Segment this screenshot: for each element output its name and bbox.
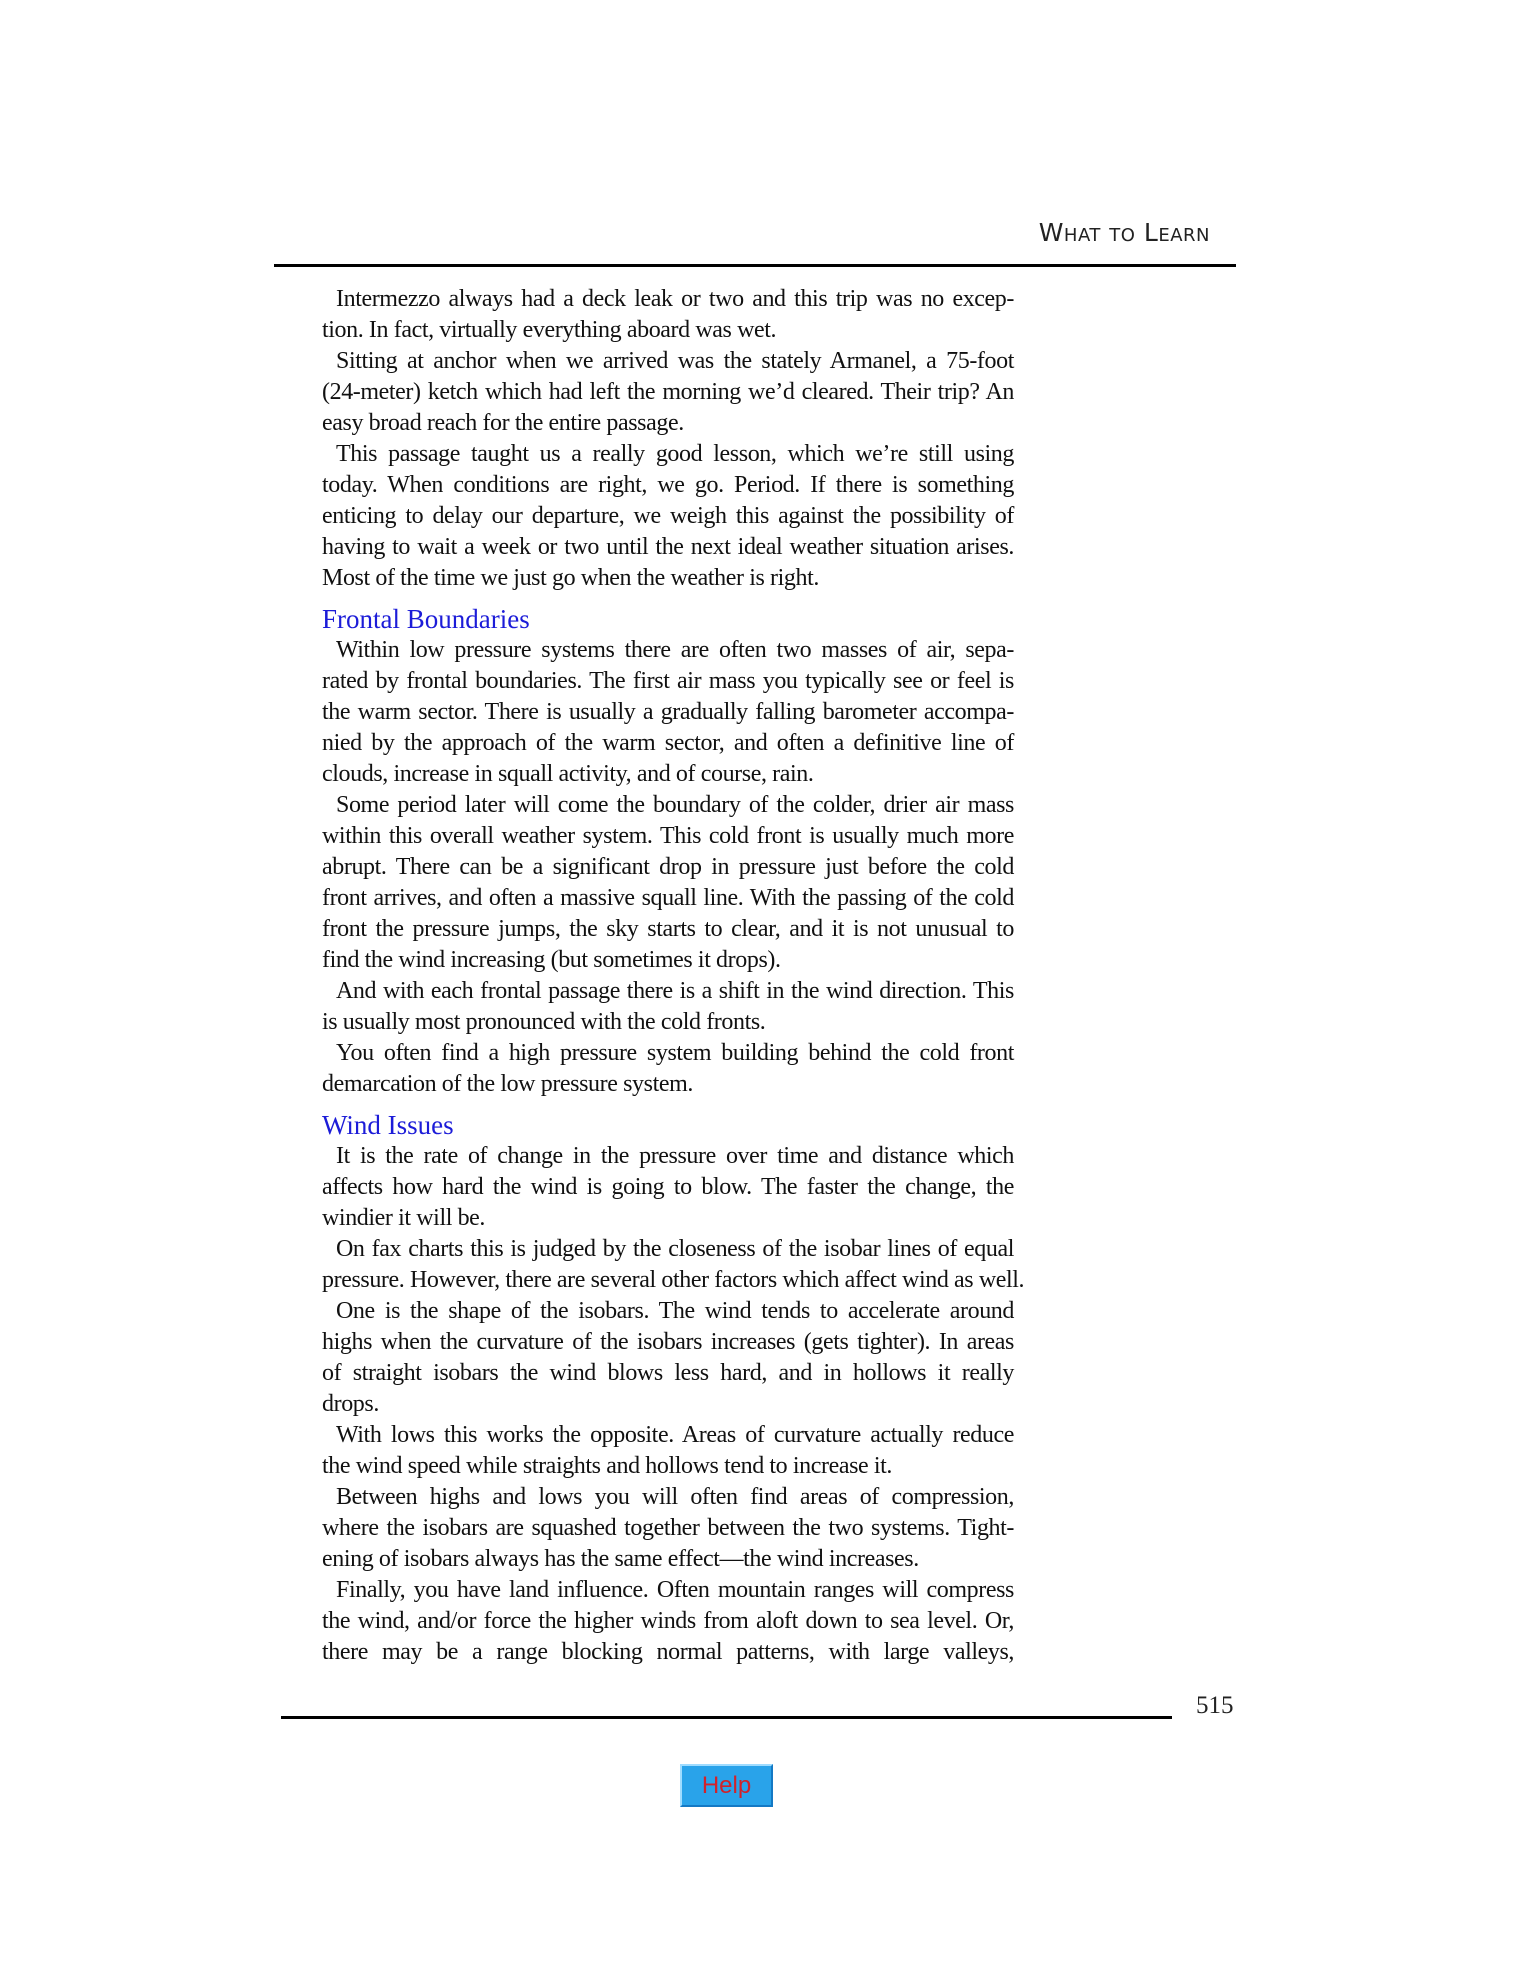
text-line: the warm sector. There is usually a gradually falling barometer accompa- xyxy=(322,699,1014,725)
paragraph xyxy=(322,1141,1014,1234)
text-line: nied by the approach of the warm sector, and often a definitive line of xyxy=(322,730,1014,756)
text-line: (24-meter) ketch which had left the morning we’d cleared. Their trip? An xyxy=(322,379,1014,405)
paragraph xyxy=(322,1234,1025,1296)
text-line: highs when the curvature of the isobars increases (gets tighter). In areas xyxy=(322,1329,1014,1355)
text-line: tion. In fact, virtually everything aboard was wet. xyxy=(322,317,777,343)
text-line: It is the rate of change in the pressure over time and distance which xyxy=(336,1143,1014,1169)
text-line: And with each frontal passage there is a shift in the wind direction. This xyxy=(336,978,1014,1004)
paragraph xyxy=(322,790,1014,976)
text-line: Within low pressure systems there are often two masses of air, sepa- xyxy=(336,637,1014,663)
text-line: Some period later will come the boundary of the colder, drier air mass xyxy=(336,792,1014,818)
text-line: find the wind increasing (but sometimes it drops). xyxy=(322,947,781,973)
text-line: pressure. However, there are several other factors which affect wind as well. xyxy=(322,1267,1025,1293)
text-line: On fax charts this is judged by the closeness of the isobar lines of equal xyxy=(336,1236,1014,1262)
text-line: Finally, you have land influence. Often mountain ranges will compress xyxy=(336,1577,1014,1603)
paragraph xyxy=(322,439,1014,594)
text-line: Intermezzo always had a deck leak or two and this trip was no excep- xyxy=(336,286,1014,312)
text-line: front arrives, and often a massive squall line. With the passing of the cold xyxy=(322,885,1014,911)
text-line: within this overall weather system. This cold front is usually much more xyxy=(322,823,1014,849)
text-line: the wind speed while straights and hollows tend to increase it. xyxy=(322,1453,893,1479)
page-body xyxy=(322,284,1025,1668)
text-line: windier it will be. xyxy=(322,1205,486,1231)
text-line: today. When conditions are right, we go. Period. If there is something xyxy=(322,472,1014,498)
page-number: 515 xyxy=(1196,1692,1234,1719)
paragraph xyxy=(322,976,1014,1038)
text-line: the wind, and/or force the higher winds from aloft down to sea level. Or, xyxy=(322,1608,1014,1634)
paragraph xyxy=(322,1482,1014,1575)
text-line: there may be a range blocking normal patterns, with large valleys, xyxy=(322,1639,1014,1665)
text-line: demarcation of the low pressure system. xyxy=(322,1071,693,1097)
paragraph xyxy=(322,1038,1014,1100)
text-line: front the pressure jumps, the sky starts to clear, and it is not unusual to xyxy=(322,916,1014,942)
text-line: Sitting at anchor when we arrived was the stately Armanel, a 75-foot xyxy=(336,348,1014,374)
text-line: One is the shape of the isobars. The wind tends to accelerate around xyxy=(336,1298,1014,1324)
paragraph xyxy=(322,1575,1014,1668)
text-line: rated by frontal boundaries. The first air mass you typically see or feel is xyxy=(322,668,1014,694)
text-line: where the isobars are squashed together between the two systems. Tight- xyxy=(322,1515,1014,1541)
paragraph xyxy=(322,1296,1014,1420)
text-line: ening of isobars always has the same effect—the wind increases. xyxy=(322,1546,919,1572)
text-line: affects how hard the wind is going to blow. The faster the change, the xyxy=(322,1174,1014,1200)
text-line: drops. xyxy=(322,1391,379,1417)
section-heading: Frontal Boundaries xyxy=(322,604,530,634)
text-line: easy broad reach for the entire passage. xyxy=(322,410,684,436)
text-line: having to wait a week or two until the next ideal weather situation arises. xyxy=(322,534,1014,560)
paragraph xyxy=(322,1420,1014,1482)
paragraph xyxy=(322,635,1014,790)
text-line: With lows this works the opposite. Areas of curvature actually reduce xyxy=(336,1422,1014,1448)
text-line: enticing to delay our departure, we weigh this against the possibility of xyxy=(322,503,1014,529)
footer-rule xyxy=(281,1716,1172,1719)
running-header-title: What to Learn xyxy=(1038,218,1210,247)
paragraph xyxy=(322,284,1014,346)
text-line: is usually most pronounced with the cold fronts. xyxy=(322,1009,766,1035)
header-rule xyxy=(274,264,1236,267)
paragraph xyxy=(322,346,1014,439)
section-heading: Wind Issues xyxy=(322,1110,454,1140)
help-button[interactable]: Help xyxy=(680,1764,773,1807)
text-line: You often find a high pressure system building behind the cold front xyxy=(336,1040,1014,1066)
text-line: Between highs and lows you will often find areas of compression, xyxy=(336,1484,1014,1510)
text-line: of straight isobars the wind blows less hard, and in hollows it really xyxy=(322,1360,1014,1386)
text-line: abrupt. There can be a significant drop in pressure just before the cold xyxy=(322,854,1014,880)
text-line: clouds, increase in squall activity, and of course, rain. xyxy=(322,761,814,787)
text-line: This passage taught us a really good lesson, which we’re still using xyxy=(336,441,1014,467)
text-line: Most of the time we just go when the weather is right. xyxy=(322,565,819,591)
